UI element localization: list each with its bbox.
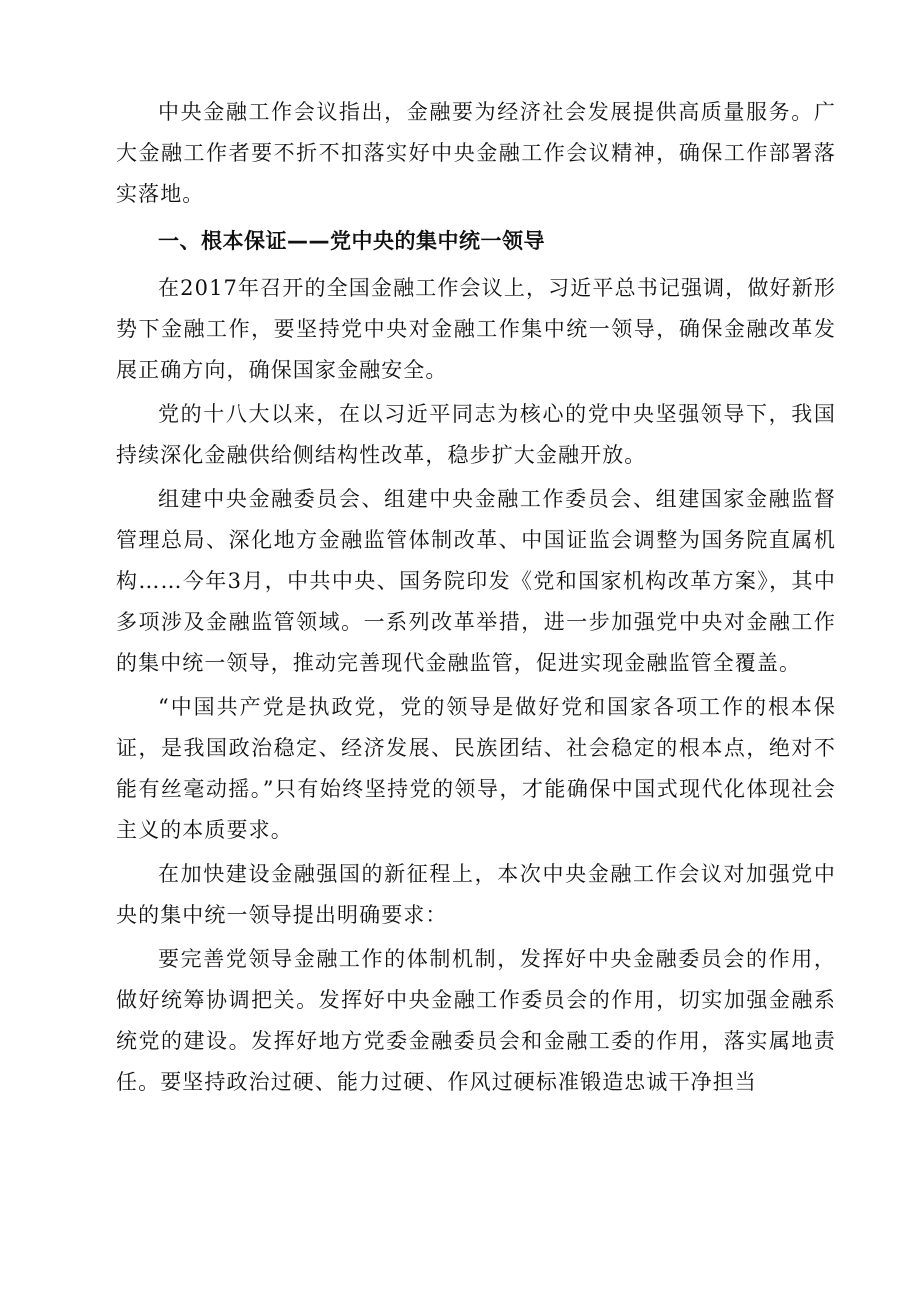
paragraph-since-18th-congress: 党的十八大以来，在以习近平同志为核心的党中央坚强领导下，我国持续深化金融供给侧结构性改革，稳步扩大金融开放。 — [116, 402, 836, 467]
paragraph-2017-meeting: 在2017年召开的全国金融工作会议上，习近平总书记强调，做好新形势下金融工作，要坚持党中央对金融工作集中统一领导，确保金融改革发展正确方向，确保国家金融安全。 — [116, 276, 836, 382]
paragraph-reform-measures: 组建中央金融委员会、组建中央金融工作委员会、组建国家金融监督管理总局、深化地方金融监管体制改革、中国证监会调整为国务院直属机构……今年3月，中共中央、国务院印发《党和国家机构改革方案》，其中多项涉及金融监管领域。一系列改革举措，进一步加强党中央对金融工作的集中统一领导，推动完善现代金融监管，促进实现金融监管全覆盖。 — [116, 487, 836, 675]
paragraph-intro: 中央金融工作会议指出，金融要为经济社会发展提供高质量服务。广大金融工作者要不折不扣落实好中央金融工作会议精神，确保工作部署落实落地。 — [116, 100, 836, 206]
paragraph-requirements: 要完善党领导金融工作的体制机制，发挥好中央金融委员会的作用，做好统筹协调把关。发挥好中央金融工作委员会的作用，切实加强金融系统党的建设。发挥好地方党委金融委员会和金融工委的作用，落实属地责任。要坚持政治过硬、能力过硬、作风过硬标准锻造忠诚干净担当 — [116, 947, 836, 1094]
section-heading: 一、根本保证——党中央的集中统一领导 — [158, 229, 545, 253]
paragraph-new-journey: 在加快建设金融强国的新征程上，本次中央金融工作会议对加强党中央的集中统一领导提出明确要求： — [116, 862, 836, 927]
paragraph-quote: “中国共产党是执政党，党的领导是做好党和国家各项工作的根本保证，是我国政治稳定、经济发展、民族团结、社会稳定的根本点，绝对不能有丝毫动摇。”只有始终坚持党的领导，才能确保中国式现代化体现社会主义的本质要求。 — [116, 695, 836, 842]
